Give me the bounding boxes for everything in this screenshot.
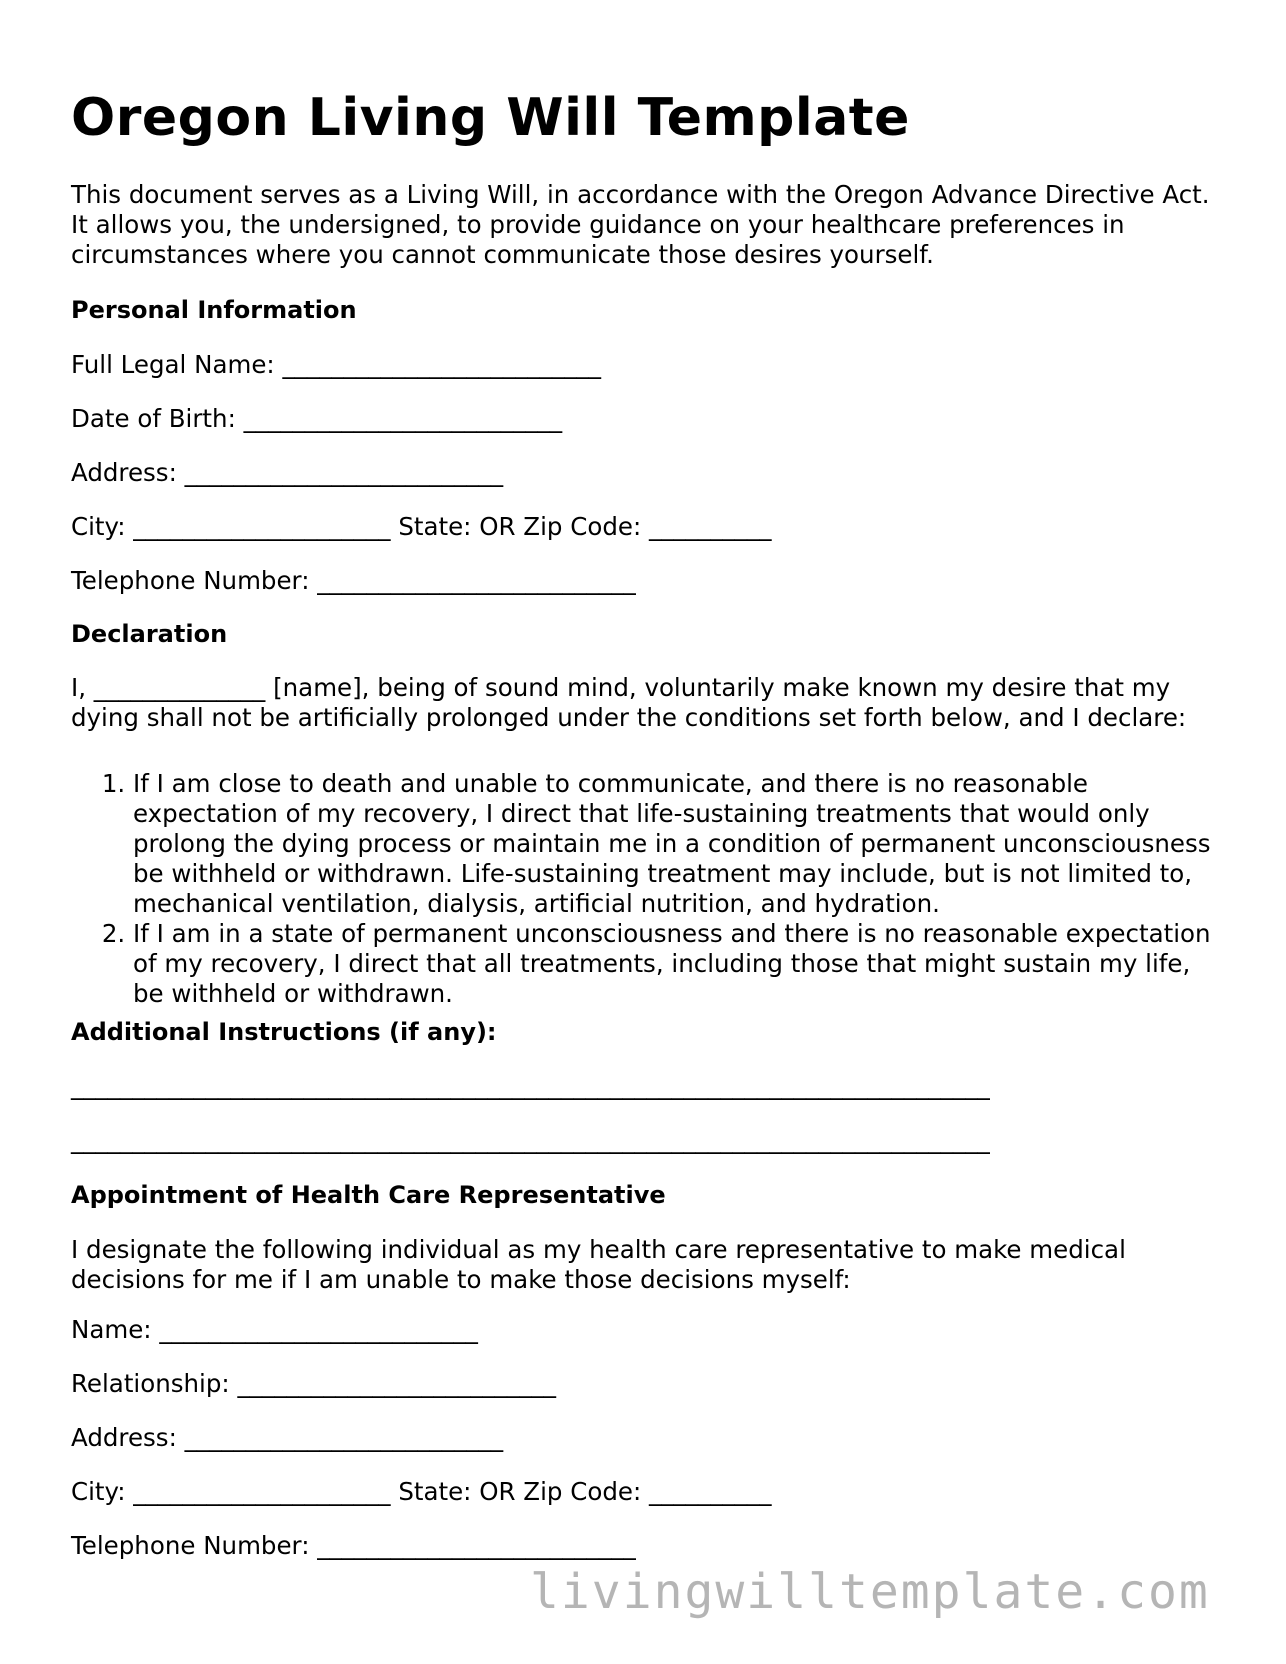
address-field[interactable]: Address: __________________________ [71, 458, 504, 487]
declaration-list [71, 769, 1221, 1009]
personal-info-heading: Personal Information [71, 296, 357, 324]
representative-text: I designate the following individual as my health care representative to make medical decisions for me if I am unable to make those decisions myself: [71, 1235, 1126, 1294]
full-name-field[interactable]: Full Legal Name: __________________________ [71, 350, 601, 379]
rep-phone-field[interactable]: Telephone Number: __________________________ [71, 1531, 636, 1560]
declaration-item: 2. If I am in a state of permanent unconsciousness and there is no reasonable expectation of my recovery, I direct that all treatments, including those that might sustain my life, be withheld or withdrawn. [133, 919, 1221, 1009]
additional-line-1[interactable]: ___________________________________________________________________________ [71, 1071, 990, 1100]
additional-line-2[interactable]: ___________________________________________________________________________ [71, 1125, 990, 1154]
additional-instructions-heading: Additional Instructions (if any): [71, 1018, 497, 1046]
rep-name-field[interactable]: Name: __________________________ [71, 1315, 478, 1344]
declaration-text: I, ______________ [name], being of sound mind, voluntarily make known my desire that my dying shall not be artificially prolonged under the conditions set forth below, and I declare: [71, 673, 1187, 732]
page-title: Oregon Living Will Template [71, 88, 910, 148]
rep-city-state-zip-field[interactable]: City: _____________________ State: OR Zip Code: __________ [71, 1477, 772, 1506]
intro-paragraph: This document serves as a Living Will, in accordance with the Oregon Advance Directive Act. It allows you, the undersigned, to provide guidance on your healthcare preferences in circumstances where you cannot communicate those desires yourself. [71, 180, 1210, 269]
rep-relationship-field[interactable]: Relationship: __________________________ [71, 1369, 556, 1398]
city-state-zip-field[interactable]: City: _____________________ State: OR Zip Code: __________ [71, 512, 772, 541]
representative-heading: Appointment of Health Care Representative [71, 1181, 666, 1209]
dob-field[interactable]: Date of Birth: __________________________ [71, 404, 563, 433]
declaration-item: 1. If I am close to death and unable to communicate, and there is no reasonable expectation of my recovery, I direct that life-sustaining treatments that would only prolong the dying process or maintain me in a condition of permanent unconsciousness be withheld or withdrawn. Life-sustaining treatment may include, but is not limited to, mechanical ventilation, dialysis, artificial nutrition, and hydration. [133, 769, 1221, 919]
declaration-heading: Declaration [71, 620, 228, 648]
rep-address-field[interactable]: Address: __________________________ [71, 1423, 504, 1452]
phone-field[interactable]: Telephone Number: __________________________ [71, 566, 636, 595]
site-watermark: livingwilltemplate.com [530, 1564, 1210, 1620]
